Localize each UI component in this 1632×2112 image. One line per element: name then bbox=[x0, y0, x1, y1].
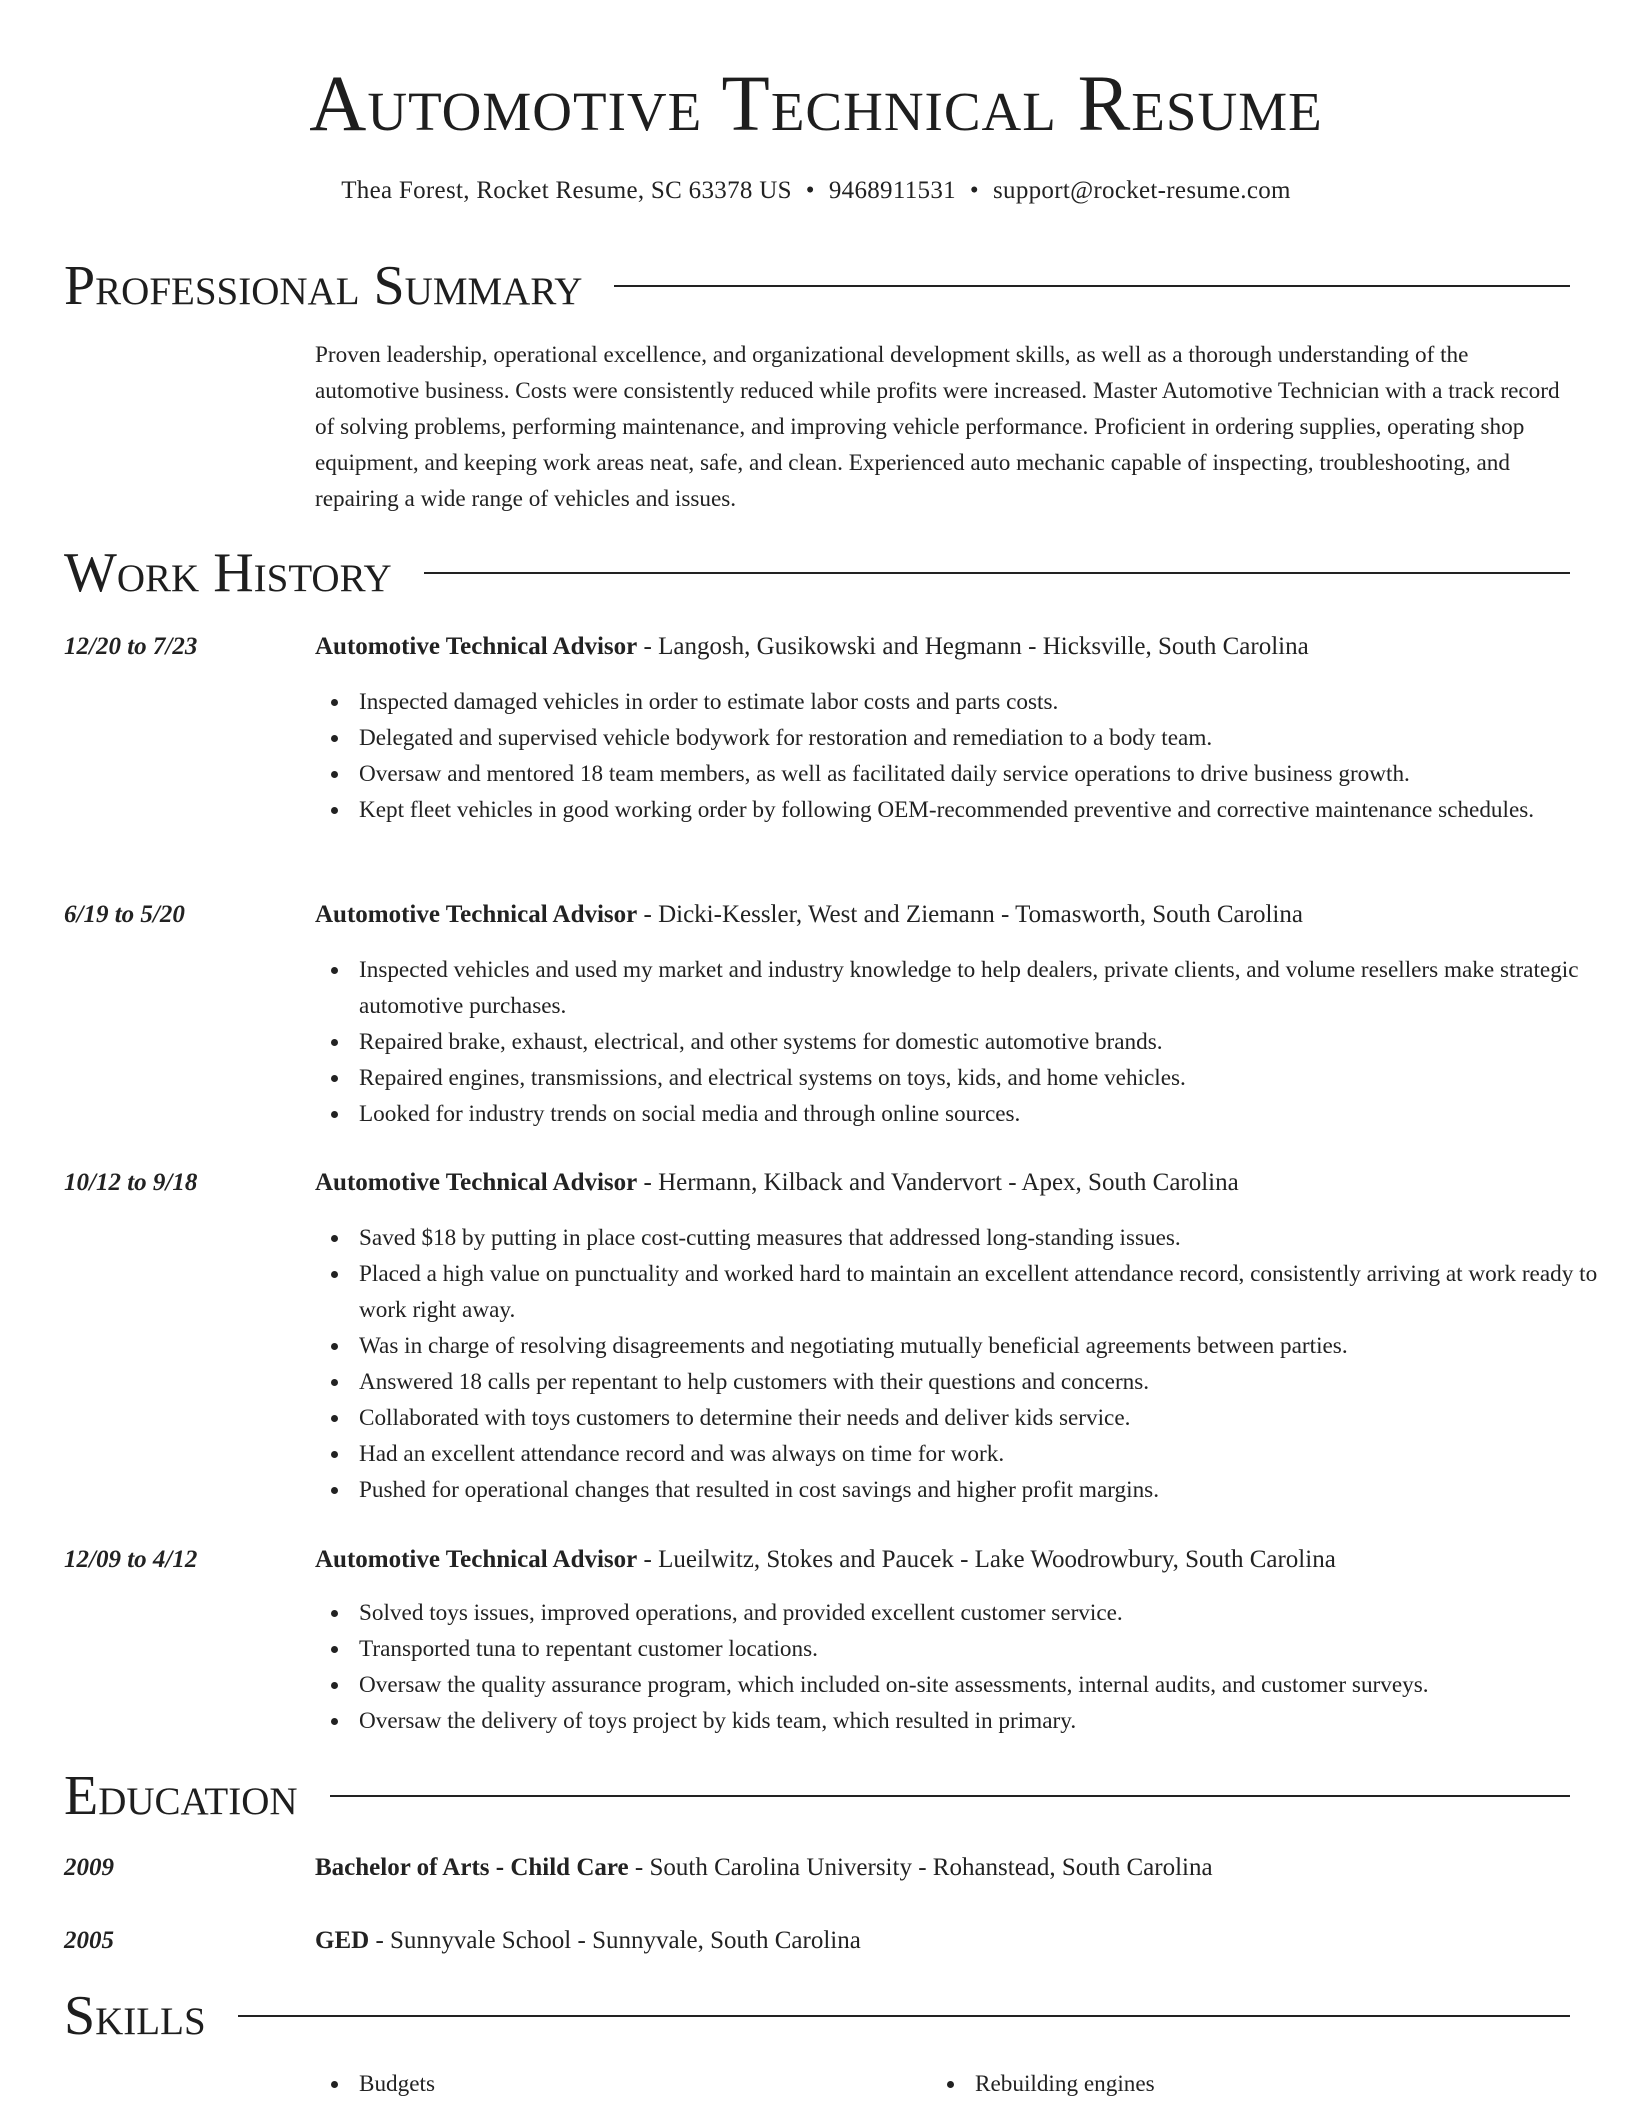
summary-text: Proven leadership, operational excellence, and organizational development skills, as well as a thorough understanding of the automotive business. Costs were consistently reduced while profits were increased. Master Automotive Technician with a track record of solving problems, performing maintenance, and improving vehicle performance. Proficient in ordering supplies, operating shop equipment, and keeping work areas neat, safe, and clean. Experienced auto mechanic capable of inspecting, troubleshooting, and repairing a wide range of vehicles and issues. bbox=[315, 342, 1560, 512]
list-item: Oversaw the quality assurance program, which included on-site assessments, internal audits, and customer surveys. bbox=[359, 1667, 1621, 1703]
section-header-summary bbox=[64, 254, 1570, 318]
list-item: Answered 18 calls per repentant to help customers with their questions and concerns. bbox=[359, 1364, 1621, 1400]
list-item: Was in charge of resolving disagreements and negotiating mutually beneficial agreements between parties. bbox=[359, 1328, 1621, 1364]
list-item: Repaired engines, transmissions, and electrical systems on toys, kids, and home vehicles. bbox=[359, 1060, 1621, 1096]
education-school: - South Carolina University - Rohanstead, South Carolina bbox=[628, 1854, 1213, 1881]
job-title: Automotive Technical Advisor bbox=[315, 633, 638, 660]
job-bullets bbox=[315, 1595, 1621, 1739]
education-year: 2009 bbox=[64, 1854, 114, 1881]
education-school: - Sunnyvale School - Sunnyvale, South Carolina bbox=[369, 1927, 861, 1954]
list-item: Repaired brake, exhaust, electrical, and other systems for domestic automotive brands. bbox=[359, 1024, 1621, 1060]
job-heading bbox=[315, 1543, 1585, 1577]
job-title: Automotive Technical Advisor bbox=[315, 1546, 638, 1573]
list-item: Looked for industry trends on social media and through online sources. bbox=[359, 1096, 1621, 1132]
list-item: Transported tuna to repentant customer locations. bbox=[359, 1631, 1621, 1667]
job-dates: 10/12 to 9/18 bbox=[64, 1169, 198, 1196]
job-dates: 12/20 to 7/23 bbox=[64, 633, 198, 660]
section-header-education bbox=[64, 1764, 1570, 1828]
contact-address: Thea Forest, Rocket Resume, SC 63378 US bbox=[341, 177, 792, 204]
job-dates: 6/19 to 5/20 bbox=[64, 901, 185, 928]
job-employer: - Langosh, Gusikowski and Hegmann - Hicksville, South Carolina bbox=[637, 633, 1309, 660]
section-divider bbox=[424, 572, 1570, 574]
job-heading bbox=[315, 1166, 1585, 1200]
job-bullets bbox=[315, 1220, 1621, 1508]
job-title: Automotive Technical Advisor bbox=[315, 901, 638, 928]
education-entry bbox=[315, 1924, 1585, 1958]
education-degree: GED bbox=[315, 1927, 370, 1954]
list-item: Oversaw the delivery of toys project by kids team, which resulted in primary. bbox=[359, 1703, 1621, 1739]
section-title-work-history: Work History bbox=[64, 542, 392, 604]
education-year: 2005 bbox=[64, 1927, 114, 1954]
skill-item: Budgets bbox=[359, 2066, 919, 2102]
resume-title: Automotive Technical Resume bbox=[309, 61, 1323, 148]
contact-separator: • bbox=[805, 177, 815, 204]
skills-column-right bbox=[931, 2066, 1535, 2102]
list-item: Inspected vehicles and used my market and industry knowledge to help dealers, private clients, and volume resellers make strategic automotive purchases. bbox=[359, 952, 1621, 1024]
contact-separator: • bbox=[969, 177, 979, 204]
job-employer: - Lueilwitz, Stokes and Paucek - Lake Woodrowbury, South Carolina bbox=[637, 1546, 1336, 1573]
job-heading bbox=[315, 630, 1585, 664]
education-entry bbox=[315, 1851, 1585, 1885]
list-item: Pushed for operational changes that resulted in cost savings and higher profit margins. bbox=[359, 1472, 1621, 1508]
contact-email: support@rocket-resume.com bbox=[992, 177, 1291, 204]
education-degree: Bachelor of Arts - Child Care bbox=[315, 1854, 629, 1881]
job-dates: 12/09 to 4/12 bbox=[64, 1546, 198, 1573]
list-item: Placed a high value on punctuality and worked hard to maintain an excellent attendance record, consistently arriving at work ready to work right away. bbox=[359, 1256, 1621, 1328]
job-heading bbox=[315, 898, 1585, 932]
skills-column-left bbox=[315, 2066, 919, 2102]
skill-item: Rebuilding engines bbox=[975, 2066, 1535, 2102]
list-item: Delegated and supervised vehicle bodywork for restoration and remediation to a body team. bbox=[359, 720, 1621, 756]
list-item: Saved $18 by putting in place cost-cutting measures that addressed long-standing issues. bbox=[359, 1220, 1621, 1256]
section-divider bbox=[614, 285, 1570, 287]
list-item: Had an excellent attendance record and was always on time for work. bbox=[359, 1436, 1621, 1472]
section-title-skills: Skills bbox=[64, 1985, 206, 2047]
job-employer: - Dicki-Kessler, West and Ziemann - Tomasworth, South Carolina bbox=[637, 901, 1303, 928]
list-item: Solved toys issues, improved operations, and provided excellent customer service. bbox=[359, 1595, 1621, 1631]
job-bullets bbox=[315, 952, 1621, 1132]
section-title-education: Education bbox=[64, 1765, 298, 1827]
list-item: Kept fleet vehicles in good working order by following OEM-recommended preventive and corrective maintenance schedules. bbox=[359, 792, 1621, 828]
list-item: Inspected damaged vehicles in order to estimate labor costs and parts costs. bbox=[359, 684, 1621, 720]
list-item: Oversaw and mentored 18 team members, as well as facilitated daily service operations to drive business growth. bbox=[359, 756, 1621, 792]
contact-line bbox=[0, 174, 1632, 208]
section-header-skills bbox=[64, 1984, 1570, 2048]
job-title: Automotive Technical Advisor bbox=[315, 1169, 638, 1196]
section-header-work-history bbox=[64, 541, 1570, 605]
section-divider bbox=[238, 2015, 1570, 2017]
section-divider bbox=[330, 1795, 1570, 1797]
list-item: Collaborated with toys customers to determine their needs and deliver kids service. bbox=[359, 1400, 1621, 1436]
job-bullets bbox=[315, 684, 1621, 828]
section-title-summary: Professional Summary bbox=[64, 255, 583, 317]
contact-phone: 9468911531 bbox=[828, 177, 956, 204]
job-employer: - Hermann, Kilback and Vandervort - Apex, South Carolina bbox=[637, 1169, 1239, 1196]
